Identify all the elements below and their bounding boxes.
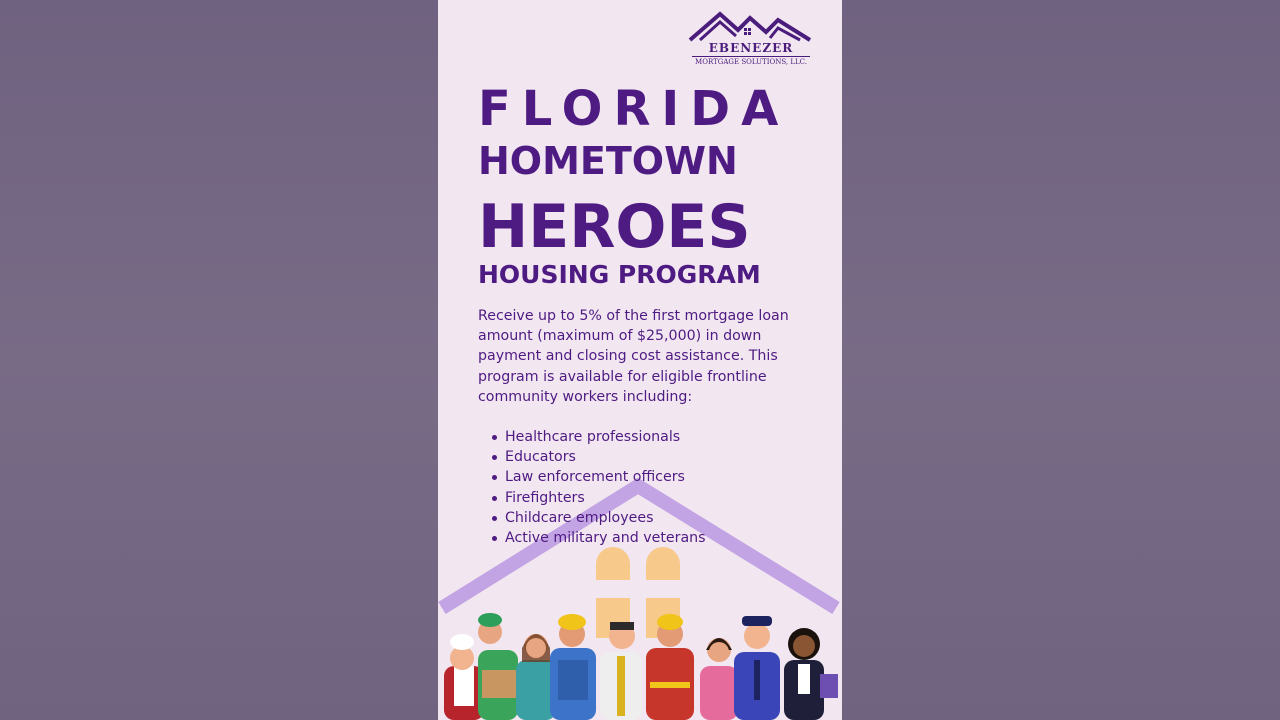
- workers-group-icon: [444, 613, 838, 720]
- list-item: Law enforcement officers: [492, 467, 812, 487]
- list-item: Childcare employees: [492, 508, 812, 528]
- list-item: Active military and veterans: [492, 528, 812, 548]
- list-item: Educators: [492, 447, 812, 467]
- headline-housing-program: HOUSING PROGRAM: [478, 260, 761, 289]
- eligible-workers-list: [492, 427, 812, 548]
- logo-divider: [692, 56, 810, 57]
- program-description: Receive up to 5% of the first mortgage loan amount (maximum of $25,000) in down payment and closing cost assistance. This program is available for eligible frontline community workers including:: [478, 308, 789, 405]
- list-item: Healthcare professionals: [492, 427, 812, 447]
- program-poster: [438, 0, 842, 720]
- house-roofs-logo-icon: [686, 8, 816, 42]
- video-side-panel-right: [842, 0, 1280, 720]
- video-side-panel-left: [0, 0, 438, 720]
- logo-company-name: EBENEZER: [708, 41, 794, 55]
- list-item: Firefighters: [492, 488, 812, 508]
- headline-hometown: HOMETOWN: [478, 139, 738, 183]
- company-logo: [686, 8, 816, 70]
- headline-heroes: HEROES: [478, 192, 751, 262]
- headline-florida: FLORIDA: [478, 81, 790, 137]
- logo-company-subtitle: MORTGAGE SOLUTIONS, LLC.: [695, 58, 807, 66]
